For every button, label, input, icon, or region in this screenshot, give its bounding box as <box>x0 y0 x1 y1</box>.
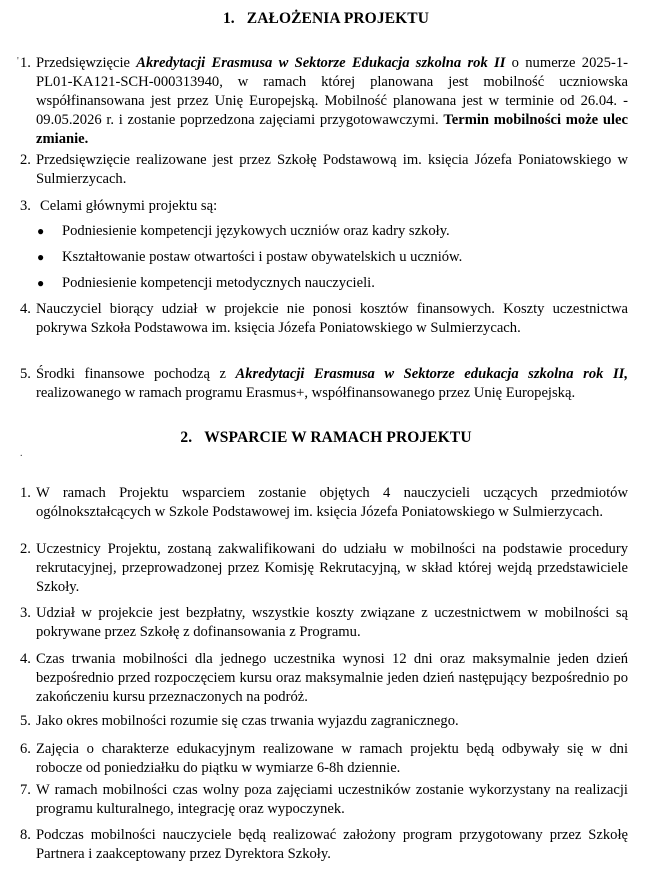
list-text <box>36 365 628 403</box>
s2-list-item-3 <box>20 604 628 642</box>
list-text: Jako okres mobilności rozumie się czas trwania wyjazdu zagranicznego. <box>36 713 459 729</box>
list-text: Nauczyciel biorący udział w projekcie nie ponosi kosztów finansowych. Koszty uczestnictwa pokrywa Szkoła Podstawowa im. księcia Józefa Poniatowskiego w Sulmierzycach. <box>36 301 628 336</box>
list-number: 2. <box>20 152 31 168</box>
section-2-heading <box>0 428 652 447</box>
list-text: W ramach Projektu wsparciem zostanie objętych 4 nauczycieli uczących przedmiotów ogólnokształcących w Szkole Podstawowej im. księcia Józefa Poniatowskiego w Sulmierzycach. <box>36 485 628 520</box>
bullet-text: Kształtowanie postaw otwartości i postaw obywatelskich u uczniów. <box>62 249 463 265</box>
s2-list-item-6 <box>20 740 628 778</box>
section-2-number: 2. <box>180 429 193 446</box>
goal-bullet-2 <box>37 248 627 267</box>
s2-list-item-1 <box>20 484 628 522</box>
s2-list-item-7 <box>20 781 628 819</box>
bullet-text: Podniesienie kompetencji metodycznych nauczycieli. <box>62 275 375 291</box>
goal-bullet-1 <box>37 222 627 241</box>
s1-list-item-5 <box>20 365 628 403</box>
program-name-emphasis: Akredytacji Erasmusa w Sektorze edukacja szkolna rok II, <box>235 366 628 382</box>
list-text: Udział w projekcie jest bezpłatny, wszystkie koszty związane z uczestnictwem w mobilności są pokrywane przez Szkołę z dofinansowania z Programu. <box>36 605 628 640</box>
list-text: Podczas mobilności nauczyciele będą realizować założony program przygotowany przez Szkołę Partnera i zaakceptowany przez Dyrektora Szkoły. <box>36 827 628 862</box>
list-text <box>36 54 628 149</box>
margin-dot: . <box>20 448 23 459</box>
list-text: Celami głównymi projektu są: <box>40 198 218 214</box>
s2-list-item-5 <box>20 712 628 731</box>
margin-mark: ' <box>17 56 19 67</box>
list-number: 1. <box>20 485 31 501</box>
list-number: 6. <box>20 741 31 757</box>
section-1-heading <box>0 9 652 28</box>
s1-list-item-3 <box>20 197 628 216</box>
list-text: W ramach mobilności czas wolny poza zajęciami uczestników zostanie wykorzystany na realizacji programu kulturalnego, integrację oraz wypoczynek. <box>36 782 628 817</box>
s2-list-item-8 <box>20 826 628 864</box>
text-run: Środki finansowe pochodzą z <box>36 366 236 382</box>
s2-list-item-2 <box>20 540 628 597</box>
date-change-notice: Termin mobilności może ulec zmianie. <box>36 112 628 147</box>
list-number: 5. <box>20 713 31 729</box>
program-name-emphasis: Akredytacji Erasmusa w Sektorze Edukacja szkolna rok II <box>136 55 506 71</box>
list-number: 8. <box>20 827 31 843</box>
list-text: Uczestnicy Projektu, zostaną zakwalifikowani do udziału w mobilności na podstawie procedury rekrutacyjnej, przeprowadzonej przez Komisję Rekrutacyjną, w skład której wejdą przedstawiciele Szkoły. <box>36 541 628 595</box>
list-number: 1. <box>20 55 31 71</box>
text-run: realizowanego w ramach programu Erasmus+, współfinansowanego przez Unię Europejską. <box>36 385 576 401</box>
list-text: Przedsięwzięcie realizowane jest przez Szkołę Podstawową im. księcia Józefa Poniatowskiego w Sulmierzycach. <box>36 152 628 187</box>
section-1-title: ZAŁOŻENIA PROJEKTU <box>246 10 430 27</box>
list-number: 5. <box>20 366 31 382</box>
list-number: 7. <box>20 782 31 798</box>
goal-bullet-3 <box>37 274 627 293</box>
text-run: o numerze 2025-1-PL01-KA121-SCH-000313940, w ramach której planowana jest mobilność uczniowska współfinansowana jest przez Unię Europejską. Mobilność planowana jest w terminie od 26.04. - 09.05.2026 r. i zostanie poprzedzona zajęciami przygotowawczymi. <box>36 55 628 128</box>
s1-list-item-1 <box>20 54 628 149</box>
bullet-icon: ● <box>37 276 45 290</box>
list-number: 3. <box>20 198 31 214</box>
section-1-number: 1. <box>222 10 235 27</box>
bullet-icon: ● <box>37 224 45 238</box>
s2-list-item-4 <box>20 650 628 707</box>
list-text: Czas trwania mobilności dla jednego uczestnika wynosi 12 dni oraz maksymalnie jeden dzień bezpośrednio przed rozpoczęciem kursu oraz maksymalnie jeden dzień następujący bezpośrednio po zakończeniu kursu przeznaczonych na podróż. <box>36 651 628 705</box>
text-run: Przedsięwzięcie <box>36 55 137 71</box>
section-2-title: WSPARCIE W RAMACH PROJEKTU <box>204 429 472 446</box>
list-number: 4. <box>20 301 31 317</box>
list-number: 2. <box>20 541 31 557</box>
list-text: Zajęcia o charakterze edukacyjnym realizowane w ramach projektu będą odbywały się w dni robocze od poniedziałku do piątku w wymiarze 6-8h dziennie. <box>36 741 628 776</box>
list-number: 3. <box>20 605 31 621</box>
bullet-text: Podniesienie kompetencji językowych uczniów oraz kadry szkoły. <box>62 223 450 239</box>
list-number: 4. <box>20 651 31 667</box>
bullet-icon: ● <box>37 250 45 264</box>
s1-list-item-2 <box>20 151 628 189</box>
s1-list-item-4 <box>20 300 628 338</box>
